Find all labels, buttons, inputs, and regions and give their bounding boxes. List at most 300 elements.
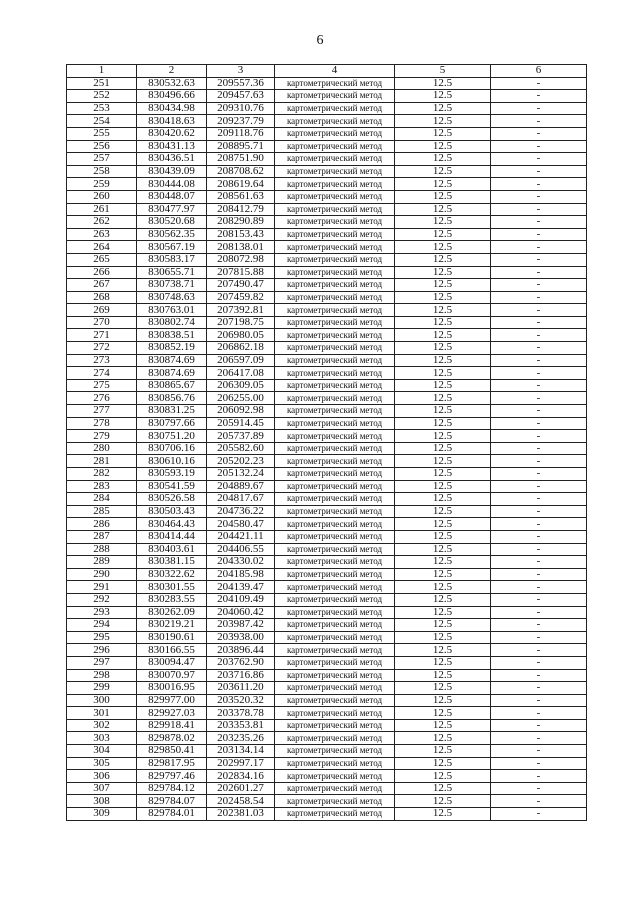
point-number-cell: 293: [67, 606, 137, 619]
table-row: [67, 619, 587, 632]
point-number-cell: 292: [67, 593, 137, 606]
x-coordinate-cell: 829878.02: [137, 732, 207, 745]
accuracy-cell: 12.5: [395, 581, 491, 594]
x-coordinate-cell: 830856.76: [137, 392, 207, 405]
method-cell: картометрический метод: [275, 266, 395, 279]
method-cell: картометрический метод: [275, 682, 395, 695]
y-coordinate-cell: 208619.64: [207, 178, 275, 191]
note-cell: -: [491, 732, 587, 745]
note-cell: -: [491, 165, 587, 178]
x-coordinate-cell: 830301.55: [137, 581, 207, 594]
x-coordinate-cell: 830477.97: [137, 203, 207, 216]
y-coordinate-cell: 206597.09: [207, 354, 275, 367]
table-row: [67, 127, 587, 140]
x-coordinate-cell: 830381.15: [137, 556, 207, 569]
note-cell: -: [491, 505, 587, 518]
x-coordinate-cell: 830526.58: [137, 493, 207, 506]
y-coordinate-cell: 202997.17: [207, 757, 275, 770]
accuracy-cell: 12.5: [395, 354, 491, 367]
y-coordinate-cell: 202834.16: [207, 770, 275, 783]
table-row: [67, 367, 587, 380]
method-cell: картометрический метод: [275, 619, 395, 632]
x-coordinate-cell: 830748.63: [137, 291, 207, 304]
table-row: [67, 505, 587, 518]
accuracy-cell: 12.5: [395, 719, 491, 732]
note-cell: -: [491, 266, 587, 279]
y-coordinate-cell: 209310.76: [207, 102, 275, 115]
column-header: 2: [137, 65, 207, 78]
method-cell: картометрический метод: [275, 379, 395, 392]
point-number-cell: 275: [67, 379, 137, 392]
table-row: [67, 165, 587, 178]
x-coordinate-cell: 830070.97: [137, 669, 207, 682]
y-coordinate-cell: 204580.47: [207, 518, 275, 531]
x-coordinate-cell: 830016.95: [137, 682, 207, 695]
x-coordinate-cell: 830567.19: [137, 241, 207, 254]
y-coordinate-cell: 204139.47: [207, 581, 275, 594]
point-number-cell: 290: [67, 568, 137, 581]
accuracy-cell: 12.5: [395, 342, 491, 355]
table-row: [67, 606, 587, 619]
y-coordinate-cell: 203716.86: [207, 669, 275, 682]
note-cell: -: [491, 228, 587, 241]
point-number-cell: 280: [67, 442, 137, 455]
y-coordinate-cell: 206862.18: [207, 342, 275, 355]
y-coordinate-cell: 204421.11: [207, 530, 275, 543]
y-coordinate-cell: 205202.23: [207, 455, 275, 468]
point-number-cell: 259: [67, 178, 137, 191]
point-number-cell: 299: [67, 682, 137, 695]
y-coordinate-cell: 204817.67: [207, 493, 275, 506]
method-cell: картометрический метод: [275, 102, 395, 115]
table-row: [67, 140, 587, 153]
note-cell: -: [491, 153, 587, 166]
note-cell: -: [491, 480, 587, 493]
x-coordinate-cell: 830852.19: [137, 342, 207, 355]
accuracy-cell: 12.5: [395, 291, 491, 304]
y-coordinate-cell: 205737.89: [207, 430, 275, 443]
table-row: [67, 279, 587, 292]
x-coordinate-cell: 830583.17: [137, 253, 207, 266]
x-coordinate-cell: 830838.51: [137, 329, 207, 342]
note-cell: -: [491, 631, 587, 644]
x-coordinate-cell: 830420.62: [137, 127, 207, 140]
y-coordinate-cell: 209457.63: [207, 90, 275, 103]
point-number-cell: 264: [67, 241, 137, 254]
method-cell: картометрический метод: [275, 77, 395, 90]
accuracy-cell: 12.5: [395, 203, 491, 216]
table-row: [67, 732, 587, 745]
table-row: [67, 291, 587, 304]
note-cell: -: [491, 115, 587, 128]
x-coordinate-cell: 829784.12: [137, 782, 207, 795]
y-coordinate-cell: 207459.82: [207, 291, 275, 304]
x-coordinate-cell: 829797.46: [137, 770, 207, 783]
y-coordinate-cell: 208895.71: [207, 140, 275, 153]
point-number-cell: 265: [67, 253, 137, 266]
table-row: [67, 745, 587, 758]
table-row: [67, 669, 587, 682]
method-cell: картометрический метод: [275, 530, 395, 543]
method-cell: картометрический метод: [275, 316, 395, 329]
x-coordinate-cell: 830610.16: [137, 455, 207, 468]
y-coordinate-cell: 206417.08: [207, 367, 275, 380]
point-number-cell: 308: [67, 795, 137, 808]
note-cell: -: [491, 342, 587, 355]
point-number-cell: 283: [67, 480, 137, 493]
method-cell: картометрический метод: [275, 719, 395, 732]
y-coordinate-cell: 204185.98: [207, 568, 275, 581]
accuracy-cell: 12.5: [395, 455, 491, 468]
table-row: [67, 782, 587, 795]
note-cell: -: [491, 354, 587, 367]
table-row: [67, 102, 587, 115]
method-cell: картометрический метод: [275, 468, 395, 481]
method-cell: картометрический метод: [275, 90, 395, 103]
accuracy-cell: 12.5: [395, 770, 491, 783]
method-cell: картометрический метод: [275, 480, 395, 493]
point-number-cell: 300: [67, 694, 137, 707]
table-row: [67, 178, 587, 191]
table-row: [67, 405, 587, 418]
point-number-cell: 251: [67, 77, 137, 90]
accuracy-cell: 12.5: [395, 367, 491, 380]
accuracy-cell: 12.5: [395, 430, 491, 443]
accuracy-cell: 12.5: [395, 266, 491, 279]
point-number-cell: 294: [67, 619, 137, 632]
point-number-cell: 266: [67, 266, 137, 279]
x-coordinate-cell: 830444.08: [137, 178, 207, 191]
table-row: [67, 442, 587, 455]
method-cell: картометрический метод: [275, 279, 395, 292]
y-coordinate-cell: 204060.42: [207, 606, 275, 619]
table-row: [67, 190, 587, 203]
y-coordinate-cell: 202458.54: [207, 795, 275, 808]
point-number-cell: 261: [67, 203, 137, 216]
method-cell: картометрический метод: [275, 770, 395, 783]
table-row: [67, 707, 587, 720]
note-cell: -: [491, 669, 587, 682]
y-coordinate-cell: 208153.43: [207, 228, 275, 241]
x-coordinate-cell: 830322.62: [137, 568, 207, 581]
method-cell: картометрический метод: [275, 165, 395, 178]
method-cell: картометрический метод: [275, 795, 395, 808]
y-coordinate-cell: 203611.20: [207, 682, 275, 695]
method-cell: картометрический метод: [275, 153, 395, 166]
table-row: [67, 354, 587, 367]
table-row: [67, 795, 587, 808]
x-coordinate-cell: 830706.16: [137, 442, 207, 455]
table-row: [67, 644, 587, 657]
table-row: [67, 518, 587, 531]
x-coordinate-cell: 830763.01: [137, 304, 207, 317]
note-cell: -: [491, 241, 587, 254]
table-row: [67, 266, 587, 279]
point-number-cell: 253: [67, 102, 137, 115]
y-coordinate-cell: 208290.89: [207, 216, 275, 229]
accuracy-cell: 12.5: [395, 165, 491, 178]
accuracy-cell: 12.5: [395, 757, 491, 770]
point-number-cell: 284: [67, 493, 137, 506]
y-coordinate-cell: 203762.90: [207, 656, 275, 669]
x-coordinate-cell: 830094.47: [137, 656, 207, 669]
y-coordinate-cell: 204406.55: [207, 543, 275, 556]
y-coordinate-cell: 208708.62: [207, 165, 275, 178]
note-cell: -: [491, 518, 587, 531]
x-coordinate-cell: 830831.25: [137, 405, 207, 418]
x-coordinate-cell: 829784.01: [137, 808, 207, 821]
x-coordinate-cell: 830439.09: [137, 165, 207, 178]
x-coordinate-cell: 830593.19: [137, 468, 207, 481]
x-coordinate-cell: 830166.55: [137, 644, 207, 657]
note-cell: -: [491, 216, 587, 229]
point-number-cell: 295: [67, 631, 137, 644]
y-coordinate-cell: 203353.81: [207, 719, 275, 732]
method-cell: картометрический метод: [275, 405, 395, 418]
method-cell: картометрический метод: [275, 342, 395, 355]
method-cell: картометрический метод: [275, 417, 395, 430]
accuracy-cell: 12.5: [395, 468, 491, 481]
table-row: [67, 379, 587, 392]
table-row: [67, 543, 587, 556]
method-cell: картометрический метод: [275, 493, 395, 506]
point-number-cell: 305: [67, 757, 137, 770]
method-cell: картометрический метод: [275, 392, 395, 405]
note-cell: -: [491, 719, 587, 732]
table-row: [67, 682, 587, 695]
point-number-cell: 258: [67, 165, 137, 178]
point-number-cell: 276: [67, 392, 137, 405]
method-cell: картометрический метод: [275, 367, 395, 380]
method-cell: картометрический метод: [275, 644, 395, 657]
note-cell: -: [491, 468, 587, 481]
table-row: [67, 430, 587, 443]
table-row: [67, 392, 587, 405]
point-number-cell: 255: [67, 127, 137, 140]
x-coordinate-cell: 830464.43: [137, 518, 207, 531]
table-row: [67, 493, 587, 506]
accuracy-cell: 12.5: [395, 304, 491, 317]
y-coordinate-cell: 203938.00: [207, 631, 275, 644]
accuracy-cell: 12.5: [395, 228, 491, 241]
note-cell: -: [491, 682, 587, 695]
point-number-cell: 302: [67, 719, 137, 732]
accuracy-cell: 12.5: [395, 115, 491, 128]
accuracy-cell: 12.5: [395, 732, 491, 745]
accuracy-cell: 12.5: [395, 417, 491, 430]
accuracy-cell: 12.5: [395, 392, 491, 405]
point-number-cell: 262: [67, 216, 137, 229]
point-number-cell: 257: [67, 153, 137, 166]
x-coordinate-cell: 830262.09: [137, 606, 207, 619]
x-coordinate-cell: 830562.35: [137, 228, 207, 241]
method-cell: картометрический метод: [275, 556, 395, 569]
point-number-cell: 287: [67, 530, 137, 543]
y-coordinate-cell: 206255.00: [207, 392, 275, 405]
accuracy-cell: 12.5: [395, 241, 491, 254]
table-row: [67, 253, 587, 266]
table-row: [67, 719, 587, 732]
note-cell: -: [491, 455, 587, 468]
point-number-cell: 286: [67, 518, 137, 531]
method-cell: картометрический метод: [275, 455, 395, 468]
y-coordinate-cell: 209557.36: [207, 77, 275, 90]
accuracy-cell: 12.5: [395, 102, 491, 115]
accuracy-cell: 12.5: [395, 379, 491, 392]
note-cell: -: [491, 430, 587, 443]
note-cell: -: [491, 782, 587, 795]
note-cell: -: [491, 530, 587, 543]
x-coordinate-cell: 830283.55: [137, 593, 207, 606]
note-cell: -: [491, 568, 587, 581]
method-cell: картометрический метод: [275, 354, 395, 367]
x-coordinate-cell: 830219.21: [137, 619, 207, 632]
x-coordinate-cell: 830448.07: [137, 190, 207, 203]
table-row: [67, 342, 587, 355]
table-row: [67, 228, 587, 241]
table-row: [67, 468, 587, 481]
accuracy-cell: 12.5: [395, 190, 491, 203]
method-cell: картометрический метод: [275, 329, 395, 342]
accuracy-cell: 12.5: [395, 329, 491, 342]
y-coordinate-cell: 208751.90: [207, 153, 275, 166]
method-cell: картометрический метод: [275, 808, 395, 821]
accuracy-cell: 12.5: [395, 808, 491, 821]
method-cell: картометрический метод: [275, 304, 395, 317]
table-row: [67, 203, 587, 216]
x-coordinate-cell: 830541.59: [137, 480, 207, 493]
note-cell: -: [491, 593, 587, 606]
y-coordinate-cell: 203378.78: [207, 707, 275, 720]
y-coordinate-cell: 207490.47: [207, 279, 275, 292]
note-cell: -: [491, 329, 587, 342]
x-coordinate-cell: 829918.41: [137, 719, 207, 732]
y-coordinate-cell: 202381.03: [207, 808, 275, 821]
point-number-cell: 296: [67, 644, 137, 657]
point-number-cell: 268: [67, 291, 137, 304]
y-coordinate-cell: 203896.44: [207, 644, 275, 657]
accuracy-cell: 12.5: [395, 316, 491, 329]
x-coordinate-cell: 830190.61: [137, 631, 207, 644]
point-number-cell: 269: [67, 304, 137, 317]
point-number-cell: 260: [67, 190, 137, 203]
point-number-cell: 270: [67, 316, 137, 329]
accuracy-cell: 12.5: [395, 669, 491, 682]
accuracy-cell: 12.5: [395, 782, 491, 795]
note-cell: -: [491, 140, 587, 153]
column-header: 6: [491, 65, 587, 78]
note-cell: -: [491, 379, 587, 392]
accuracy-cell: 12.5: [395, 279, 491, 292]
table-row: [67, 216, 587, 229]
note-cell: -: [491, 795, 587, 808]
point-number-cell: 297: [67, 656, 137, 669]
note-cell: -: [491, 90, 587, 103]
note-cell: -: [491, 694, 587, 707]
method-cell: картометрический метод: [275, 505, 395, 518]
y-coordinate-cell: 206980.05: [207, 329, 275, 342]
y-coordinate-cell: 209118.76: [207, 127, 275, 140]
table-row: [67, 480, 587, 493]
method-cell: картометрический метод: [275, 669, 395, 682]
note-cell: -: [491, 178, 587, 191]
y-coordinate-cell: 205132.24: [207, 468, 275, 481]
method-cell: картометрический метод: [275, 430, 395, 443]
point-number-cell: 274: [67, 367, 137, 380]
y-coordinate-cell: 203235.26: [207, 732, 275, 745]
method-cell: картометрический метод: [275, 190, 395, 203]
method-cell: картометрический метод: [275, 216, 395, 229]
y-coordinate-cell: 202601.27: [207, 782, 275, 795]
table-row: [67, 556, 587, 569]
method-cell: картометрический метод: [275, 241, 395, 254]
accuracy-cell: 12.5: [395, 707, 491, 720]
table-row: [67, 631, 587, 644]
note-cell: -: [491, 392, 587, 405]
accuracy-cell: 12.5: [395, 480, 491, 493]
y-coordinate-cell: 209237.79: [207, 115, 275, 128]
table-row: [67, 757, 587, 770]
x-coordinate-cell: 829927.03: [137, 707, 207, 720]
x-coordinate-cell: 829977.00: [137, 694, 207, 707]
point-number-cell: 291: [67, 581, 137, 594]
x-coordinate-cell: 830414.44: [137, 530, 207, 543]
table-row: [67, 656, 587, 669]
x-coordinate-cell: 830520.68: [137, 216, 207, 229]
y-coordinate-cell: 205582.60: [207, 442, 275, 455]
point-number-cell: 256: [67, 140, 137, 153]
note-cell: -: [491, 707, 587, 720]
table-header-row: [67, 65, 587, 78]
accuracy-cell: 12.5: [395, 493, 491, 506]
accuracy-cell: 12.5: [395, 178, 491, 191]
accuracy-cell: 12.5: [395, 631, 491, 644]
x-coordinate-cell: 830797.66: [137, 417, 207, 430]
accuracy-cell: 12.5: [395, 518, 491, 531]
table-row: [67, 329, 587, 342]
accuracy-cell: 12.5: [395, 530, 491, 543]
note-cell: -: [491, 606, 587, 619]
note-cell: -: [491, 127, 587, 140]
x-coordinate-cell: 829817.95: [137, 757, 207, 770]
y-coordinate-cell: 206092.98: [207, 405, 275, 418]
note-cell: -: [491, 770, 587, 783]
table-row: [67, 530, 587, 543]
method-cell: картометрический метод: [275, 606, 395, 619]
note-cell: -: [491, 656, 587, 669]
method-cell: картометрический метод: [275, 631, 395, 644]
x-coordinate-cell: 830874.69: [137, 367, 207, 380]
point-number-cell: 301: [67, 707, 137, 720]
y-coordinate-cell: 204736.22: [207, 505, 275, 518]
note-cell: -: [491, 367, 587, 380]
point-number-cell: 288: [67, 543, 137, 556]
accuracy-cell: 12.5: [395, 606, 491, 619]
table-row: [67, 770, 587, 783]
x-coordinate-cell: 830496.66: [137, 90, 207, 103]
table-row: [67, 568, 587, 581]
method-cell: картометрический метод: [275, 253, 395, 266]
method-cell: картометрический метод: [275, 291, 395, 304]
note-cell: -: [491, 102, 587, 115]
y-coordinate-cell: 208138.01: [207, 241, 275, 254]
x-coordinate-cell: 830865.67: [137, 379, 207, 392]
method-cell: картометрический метод: [275, 581, 395, 594]
y-coordinate-cell: 203520.32: [207, 694, 275, 707]
x-coordinate-cell: 830738.71: [137, 279, 207, 292]
method-cell: картометрический метод: [275, 442, 395, 455]
method-cell: картометрический метод: [275, 178, 395, 191]
